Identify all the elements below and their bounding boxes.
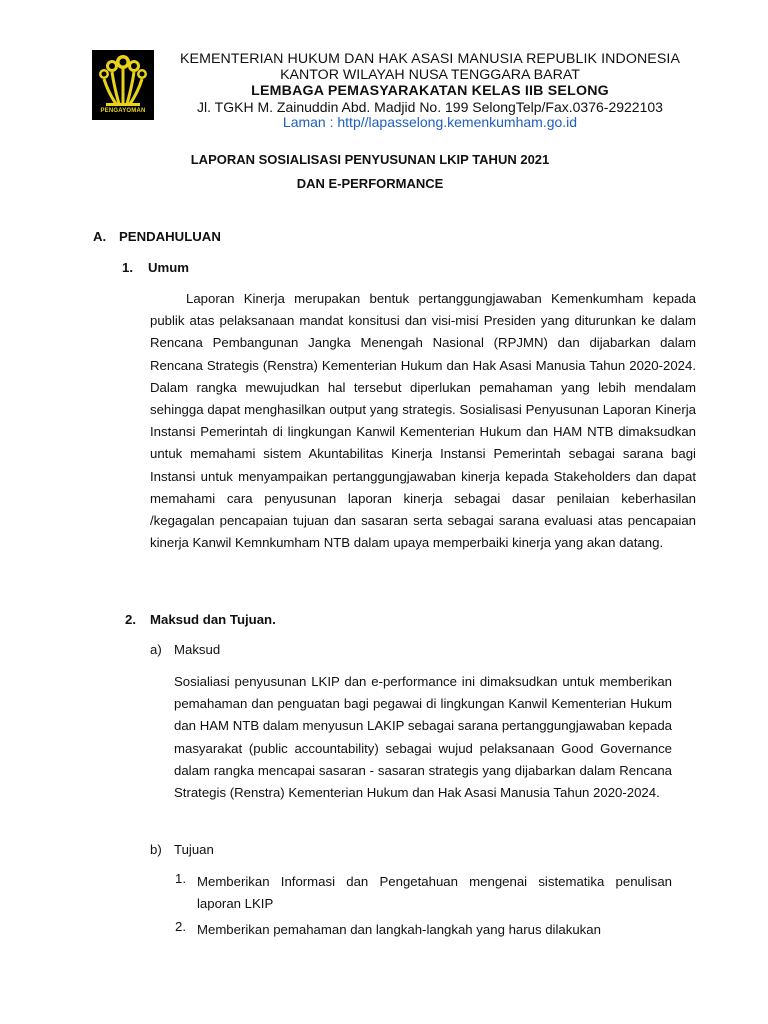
subsection-2-number: 2.	[125, 612, 136, 627]
report-title-line1: LAPORAN SOSIALISASI PENYUSUNAN LKIP TAHUN 2021	[190, 152, 550, 167]
tujuan-label: Tujuan	[174, 842, 214, 857]
letterhead-address: Jl. TGKH M. Zainuddin Abd. Madjid No. 199 SelongTelp/Fax.0376-2922103	[197, 99, 663, 115]
pengayoman-logo	[92, 50, 154, 120]
section-a-number: A.	[93, 229, 107, 244]
letterhead-ministry: KEMENTERIAN HUKUM DAN HAK ASASI MANUSIA REPUBLIK INDONESIA	[179, 51, 681, 67]
letterhead-website-link[interactable]: Laman : http//lapasselong.kemenkumham.go.id	[282, 114, 578, 130]
logo-caption: PENGAYOMAN	[100, 108, 146, 114]
maksud-label: Maksud	[174, 642, 221, 657]
section-a-heading: PENDAHULUAN	[119, 229, 221, 244]
tujuan-marker: b)	[150, 842, 162, 857]
tujuan-item-2-number: 2.	[175, 919, 186, 934]
tujuan-item-2-text: Memberikan pemahaman dan langkah-langkah yang harus dilakukan	[197, 922, 601, 937]
tujuan-item-1-text: Memberikan Informasi dan Pengetahuan mengenai sistematika penulisan laporan LKIP	[197, 874, 672, 912]
letterhead-institution: LEMBAGA PEMASYARAKATAN KELAS IIB SELONG	[251, 83, 609, 99]
maksud-marker: a)	[150, 642, 162, 657]
subsection-1-heading: Umum	[148, 260, 190, 275]
tujuan-item-1-number: 1.	[175, 871, 186, 886]
subsection-2-heading: Maksud dan Tujuan.	[150, 612, 276, 627]
umum-paragraph: Laporan Kinerja merupakan bentuk pertanggungjawaban Kemenkumham kepada publik atas pelaksanaan mandat konsitusi dan visi-misi Presiden yang diturunkan ke dalam Rencana Pembangunan Jangka Menengah Nasional (RPJMN) dan dijabarkan dalam Rencana Strategis (Renstra) Kementerian Hukum dan Hak Asasi Manusia Tahun 2020-2024. Dalam rangka mewujudkan hal tersebut diperlukan pemahaman yang lebih mendalam sehingga dapat menghasilkan output yang strategis. Sosialisasi Penyusunan Laporan Kinerja Instansi Pemerintah di lingkungan Kanwil Kementerian Hukum dan HAM NTB dimaksudkan untuk memahami sistem Akuntabilitas Kinerja Instansi Pemerintah sebagai sarana bagi Instansi untuk menyampaikan pertanggungjawaban kinerja kepada Stakeholders dan dapat memahami cara penyusunan laporan kinerja sebagai dasar penilaian keberhasilan /kegagalan pencapaian tujuan dan sasaran serta sebagai sarana evaluasi atas pencapaian kinerja Kanwil Kemnkumham NTB dalam upaya memperbaiki kinerja yang akan datang.	[150, 291, 696, 551]
maksud-paragraph: Sosialiasi penyusunan LKIP dan e-performance ini dimaksudkan untuk memberikan pemahaman dan penguatan bagi pegawai di lingkungan Kanwil Kementerian Hukum dan HAM NTB dalam menyusun LAKIP sebagai sarana pertanggungjawaban kepada masyarakat (public accountability) sebagai wujud pelaksanaan Good Governance dalam rangka mencapai sasaran - sasaran strategis yang dijabarkan dalam Rencana Strategis (Renstra) Kementerian Hukum dan Hak Asasi Manusia Tahun 2020-2024.	[174, 674, 672, 801]
letterhead-regional-office: KANTOR WILAYAH NUSA TENGGARA BARAT	[280, 67, 580, 83]
report-title-line2: DAN E-PERFORMANCE	[296, 176, 444, 191]
subsection-1-number: 1.	[122, 260, 133, 275]
